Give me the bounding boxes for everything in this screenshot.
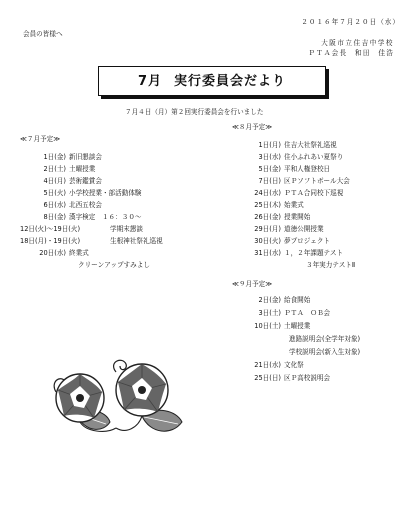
schedule-date: 7日(日) bbox=[258, 177, 281, 185]
schedule-date: 3日(土) bbox=[258, 309, 281, 317]
schedule-date: 10日(土) bbox=[254, 322, 281, 330]
schedule-date: 1日(月) bbox=[258, 141, 281, 149]
schedule-event: 漢字検定 １６：３０～ bbox=[69, 213, 142, 221]
schedule-date: 31日(水) bbox=[254, 249, 281, 257]
schedule-event: 道徳公開授業 bbox=[284, 225, 324, 233]
meeting-intro: ７月４日（月）第２回実行委員会を行いました bbox=[125, 108, 264, 116]
schedule-date: 5日(火) bbox=[43, 189, 66, 197]
schedule-date: 21日(水) bbox=[254, 361, 281, 369]
schedule-date: 4日(月) bbox=[43, 177, 66, 185]
schedule-event: 給食開始 bbox=[284, 296, 311, 304]
schedule-event: 住小ふれあい夏祭り bbox=[284, 153, 344, 161]
title-month: 7月 bbox=[137, 73, 163, 89]
schedule-date: 30日(火) bbox=[254, 237, 281, 245]
schedule-row bbox=[20, 225, 143, 233]
schedule-date: 3日(水) bbox=[258, 153, 281, 161]
schedule-date: 25日(日) bbox=[254, 374, 281, 382]
schedule-event: 学校説明会(新入生対象) bbox=[289, 348, 361, 356]
schedule-date: 20日(水) bbox=[39, 249, 66, 257]
schedule-event: ＰＴＡ ＯＢ会 bbox=[284, 309, 331, 317]
september-heading: ≪９月予定≫ bbox=[232, 280, 273, 288]
document-date: ２０１６年７月２０日（水） bbox=[301, 18, 400, 26]
schedule-date: 5日(金) bbox=[258, 165, 281, 173]
schedule-event: 平和人権登校日 bbox=[284, 165, 331, 173]
schedule-event: 土曜授業 bbox=[69, 165, 96, 173]
schedule-event: 区Ｐ高校説明会 bbox=[284, 374, 331, 382]
morning-glory-illustration bbox=[46, 352, 186, 444]
schedule-event: 芸術鑑賞会 bbox=[69, 177, 102, 185]
schedule-date: 18日(月)・19日(火) bbox=[20, 237, 81, 245]
schedule-event: 学期末懇談 bbox=[110, 225, 143, 233]
schedule-event: １，２年課題テスト bbox=[284, 249, 344, 257]
schedule-event: 住吉大社祭礼巡視 bbox=[284, 141, 337, 149]
schedule-date: 6日(水) bbox=[43, 201, 66, 209]
title-main: 実行委員会だより bbox=[174, 73, 287, 89]
schedule-event: 新旧懇談会 bbox=[69, 153, 102, 161]
schedule-event: 進路説明会(全学年対象) bbox=[289, 335, 361, 343]
schedule-date: 2日(土) bbox=[43, 165, 66, 173]
schedule-event: ３年実力テストⅡ bbox=[306, 261, 356, 269]
august-heading: ≪８月予定≫ bbox=[232, 123, 273, 131]
schedule-event: クリーンアップすみよし bbox=[78, 261, 150, 269]
schedule-row bbox=[20, 237, 163, 245]
schedule-event: 終業式 bbox=[69, 249, 89, 257]
pta-president: ＰＴＡ会長 和田 佳浩 bbox=[308, 49, 394, 57]
newsletter-title bbox=[98, 66, 326, 96]
schedule-date: 26日(金) bbox=[254, 213, 281, 221]
recipient-line: 会員の皆様へ bbox=[23, 30, 63, 38]
schedule-event: 授業開始 bbox=[284, 213, 311, 221]
schedule-date: 1日(金) bbox=[43, 153, 66, 161]
schedule-date: 25日(木) bbox=[254, 201, 281, 209]
schedule-event: 文化祭 bbox=[284, 361, 304, 369]
schedule-event: 生根神社祭礼巡視 bbox=[110, 237, 163, 245]
schedule-date: 12日(火)～19日(火) bbox=[20, 225, 81, 233]
flower-left bbox=[56, 374, 104, 422]
schedule-date: 29日(月) bbox=[254, 225, 281, 233]
schedule-event: 北西五校会 bbox=[69, 201, 102, 209]
schedule-date: 8日(金) bbox=[43, 213, 66, 221]
schedule-event: 区Ｐソフトボール大会 bbox=[284, 177, 350, 185]
schedule-event: ＰＴＡ合同校下巡視 bbox=[284, 189, 344, 197]
flower-right bbox=[116, 364, 168, 416]
schedule-event: 始業式 bbox=[284, 201, 304, 209]
july-heading: ≪７月予定≫ bbox=[20, 135, 61, 143]
schedule-date: 24日(水) bbox=[254, 189, 281, 197]
schedule-event: 土曜授業 bbox=[284, 322, 311, 330]
schedule-date: 2日(金) bbox=[258, 296, 281, 304]
schedule-event: 小学校授業・部活動体験 bbox=[69, 189, 142, 197]
school-name: 大阪市立住吉中学校 bbox=[321, 39, 394, 47]
schedule-event: 夢プロジェクト bbox=[284, 237, 331, 245]
